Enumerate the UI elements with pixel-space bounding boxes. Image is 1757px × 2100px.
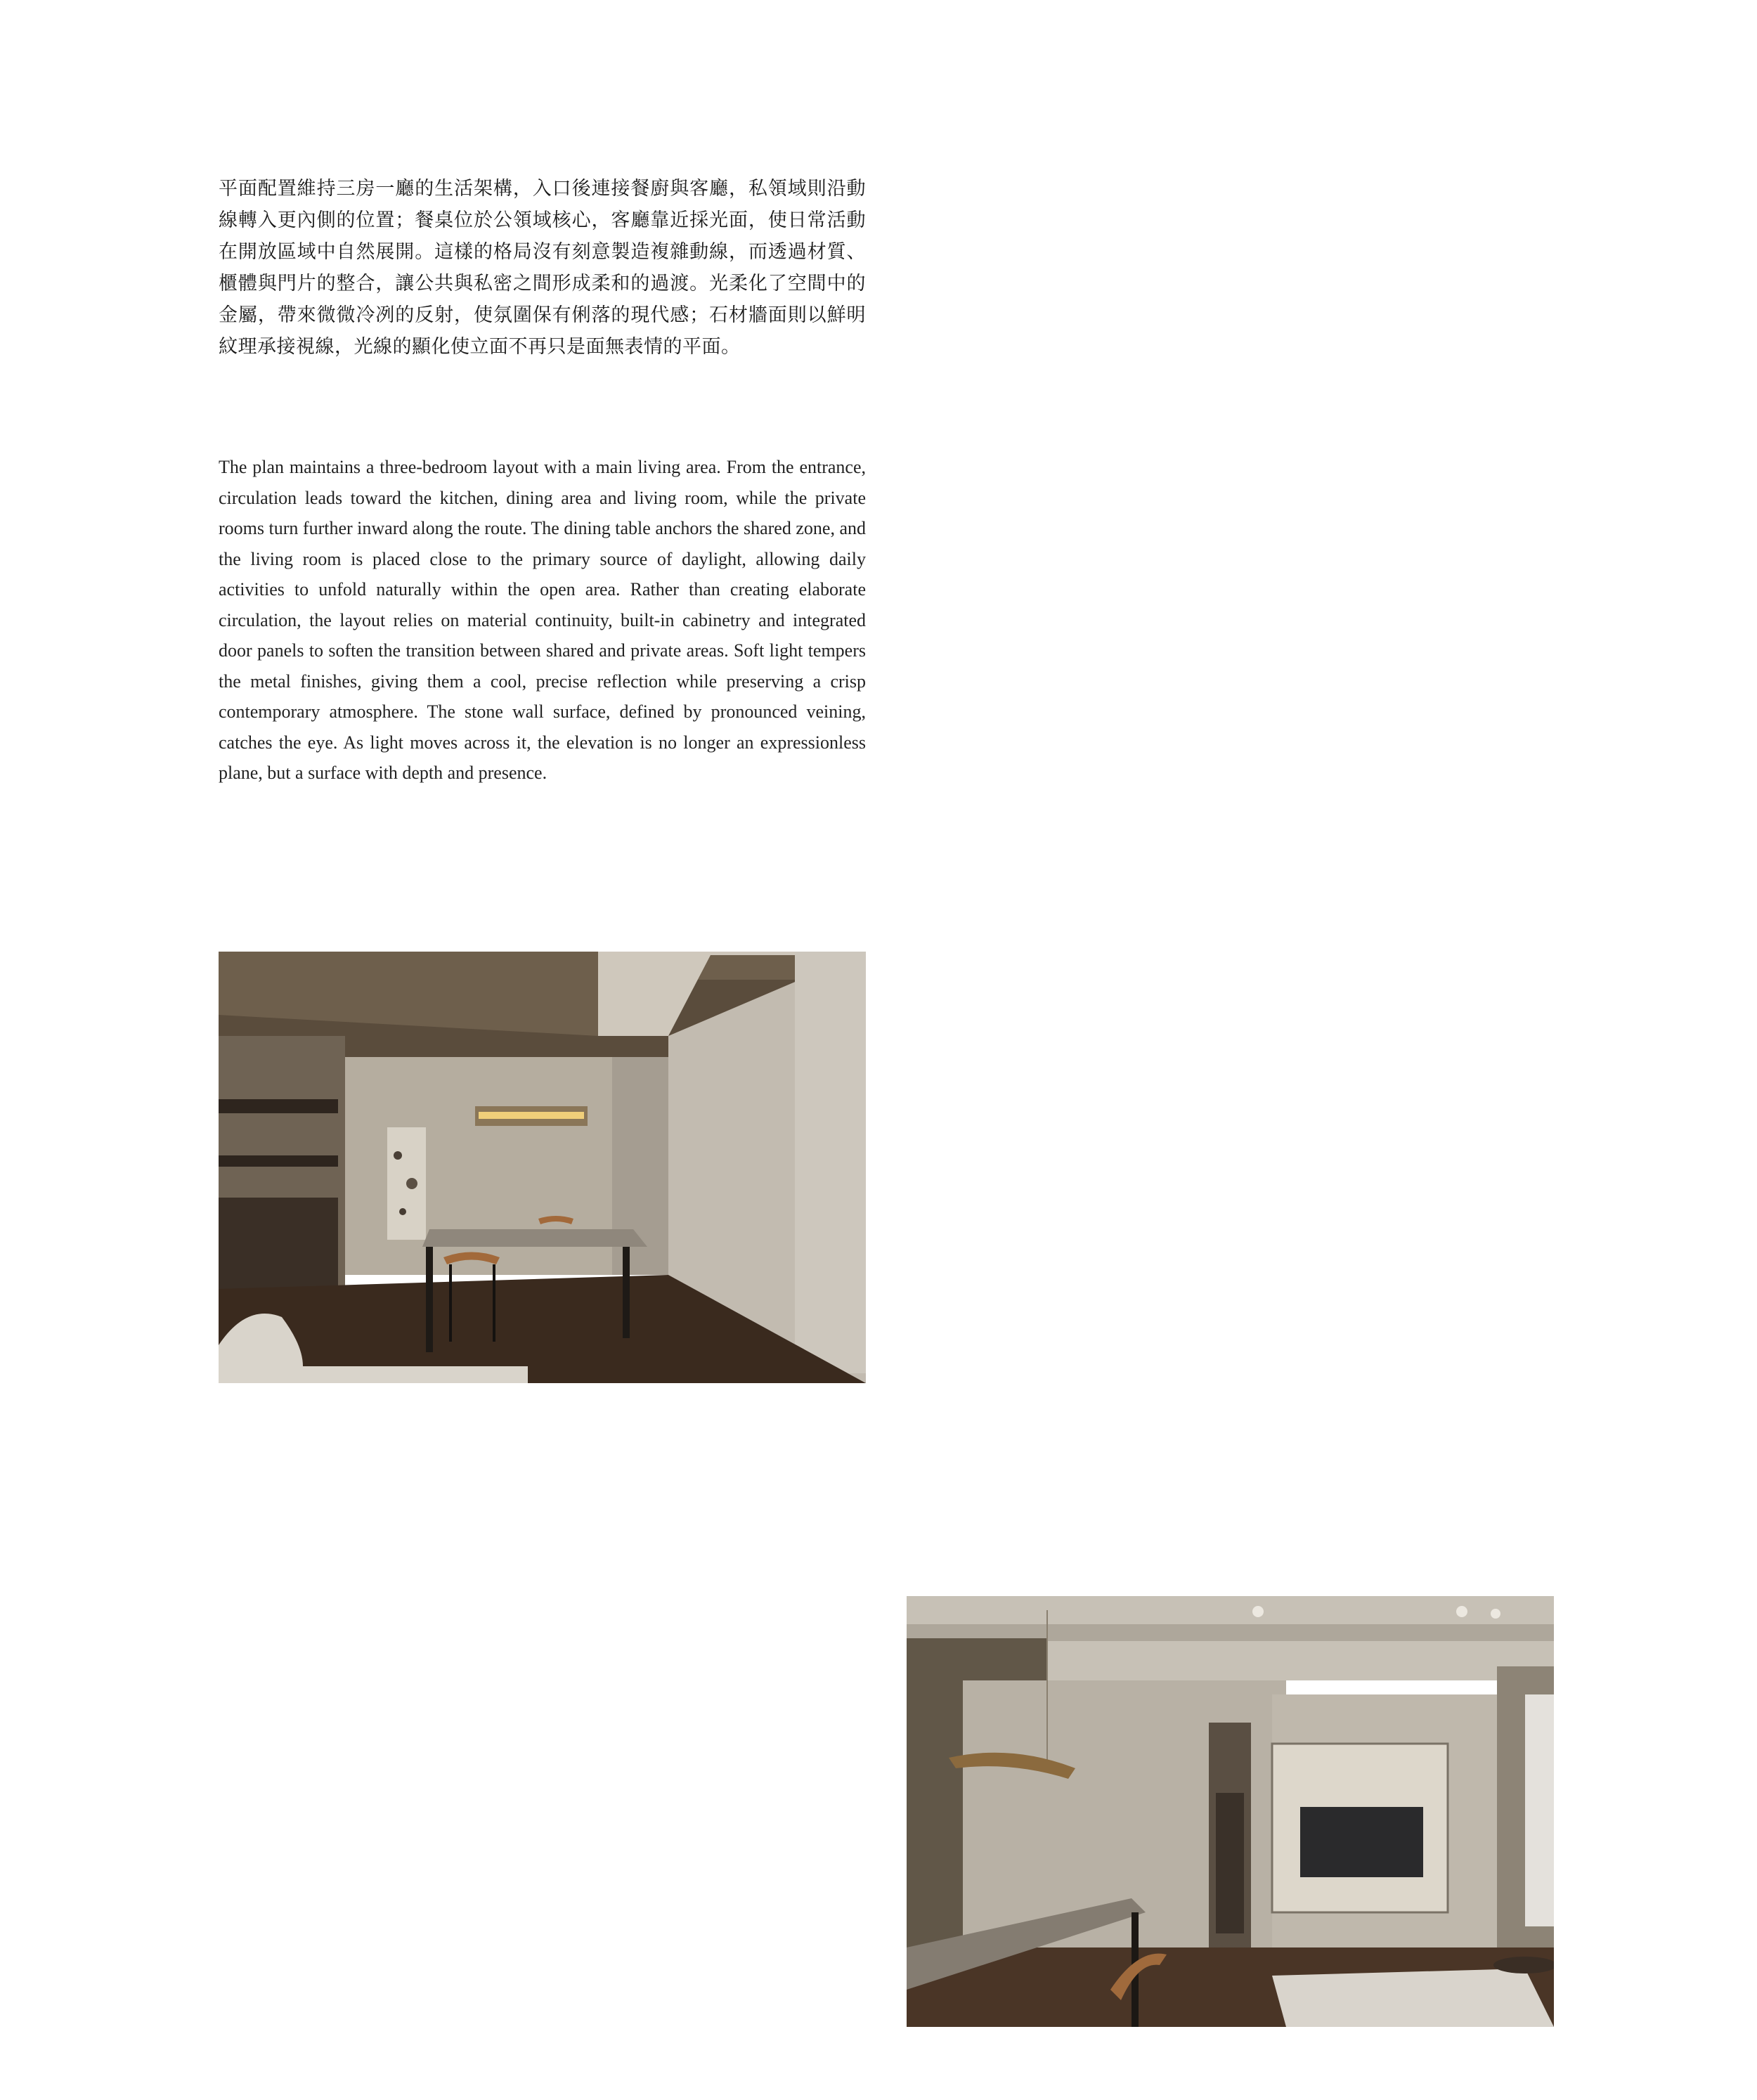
dining-room-photo [219,952,866,1383]
corridor-door [1216,1793,1244,1933]
dining-room-illustration [219,952,866,1383]
table-leg [426,1247,433,1352]
tv [1300,1807,1423,1877]
english-paragraph: The plan maintains a three-bedroom layout with a main living area. From the entrance, circulation leads toward the kitchen, dining area and living room, while the private rooms turn further inward along the route. The dining table anchors the shared zone, and the living room is placed close to the primary source of daylight, allowing daily activities to unfold naturally within the open area. Rather than creating elaborate circulation, the layout relies on material continuity, built-in cabinetry and integrated door panels to soften the transition between shared and private areas. Soft light tempers the metal finishes, giving them a cool, precise reflection while preserving a crisp contemporary atmosphere. The stone wall surface, defined by pronounced veining, catches the eye. As light moves across it, the elevation is no longer an expressionless plane, but a surface with depth and presence. [219,457,866,783]
dining-table-top [422,1229,647,1247]
living-room-photo [907,1596,1554,2027]
rug [1272,1969,1554,2027]
side-table [1493,1957,1554,1973]
chinese-paragraph: 平面配置維持三房一廳的生活架構，入口後連接餐廚與客廳，私領域則沿動線轉入更內側的位置；餐桌位於公領域核心，客廳靠近採光面，使日常活動在開放區域中自然展開。這樣的格局沒有刻意製造複雜動線，而透過材質、櫃體與門片的整合，讓公共與私密之間形成柔和的過渡。光柔化了空間中的金屬，帶來微微冷冽的反射，使氛圍保有俐落的現代感；石材牆面則以鮮明紋理承接視線，光線的顯化使立面不再只是面無表情的平面。 [219,178,866,358]
window-blind [1525,1694,1554,1926]
shelf [219,1099,338,1113]
shelf [219,1155,338,1167]
column [795,952,866,1373]
living-room-illustration [907,1596,1554,2027]
table-leg [623,1247,630,1338]
pendant-glow [479,1112,584,1119]
